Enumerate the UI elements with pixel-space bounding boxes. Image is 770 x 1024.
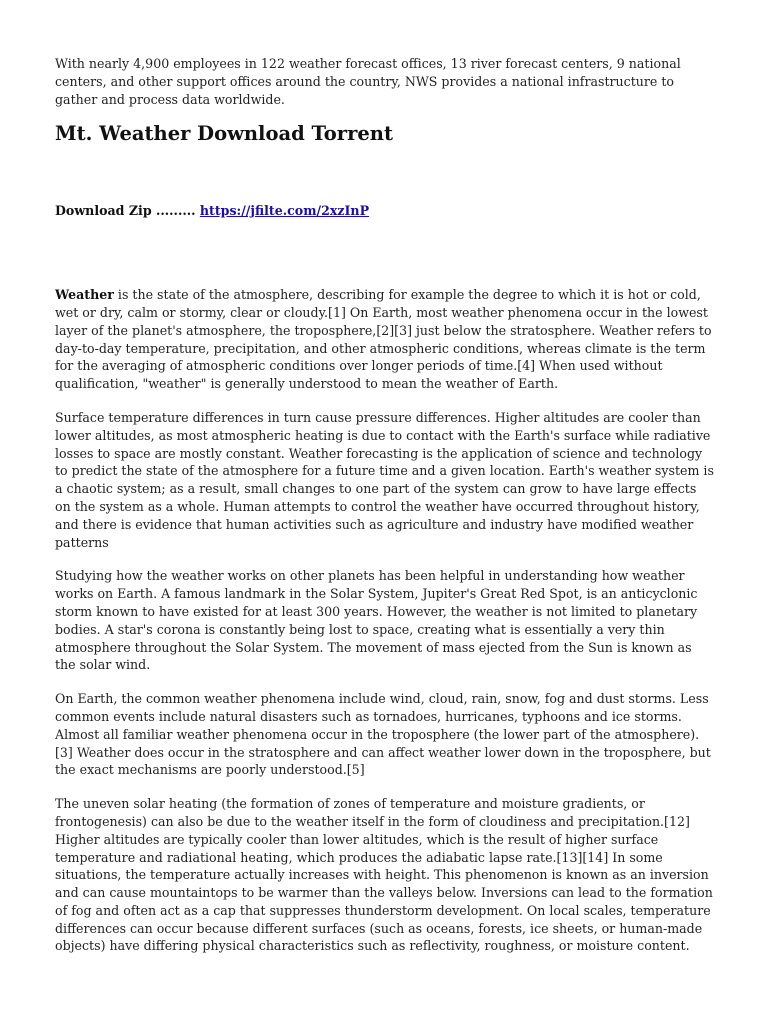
paragraph-3: Studying how the weather works on other planets has been helpful in understanding how weather works on Earth. A famous landmark in the Solar System, Jupiter's Great Red Spot, is an anticyclonic storm known to have existed for at least 300 years. However, the weather is not limited to planetary bodies. A star's corona is constantly being lost to space, creating what is essentially a very thin atmosphere throughout the Solar System. The movement of mass ejected from the Sun is known as the solar wind. <box>55 568 698 673</box>
paragraph-4: On Earth, the common weather phenomena include wind, cloud, rain, snow, fog and dust storms. Less common events include natural disasters such as tornadoes, hurricanes, typhoons and ice storms. Almost all familiar weather phenomena occur in the troposphere (the lower part of the atmosphere).[3] Weather does occur in the stratosphere and can affect weather lower down in the troposphere, but the exact mechanisms are poorly understood.[5] <box>55 691 711 778</box>
download-line <box>55 202 715 220</box>
article-body <box>55 286 715 955</box>
document-page <box>55 55 715 971</box>
paragraph-2: Surface temperature differences in turn cause pressure differences. Higher altitudes are cooler than lower altitudes, as most atmospheric heating is due to contact with the Earth's surface while radiative losses to space are mostly constant. Weather forecasting is the application of science and technology to predict the state of the atmosphere for a future time and a given location. Earth's weather system is a chaotic system; as a result, small changes to one part of the system can grow to have large effects on the system as a whole. Human attempts to control the weather have occurred throughout history, and there is evidence that human activities such as agriculture and industry have modified weather patterns <box>55 409 714 550</box>
paragraph-1 <box>55 286 715 393</box>
paragraph-1-lead: Weather <box>55 287 114 303</box>
paragraph-5: The uneven solar heating (the formation of zones of temperature and moisture gradients, or frontogenesis) can also be due to the weather itself in the form of cloudiness and precipitation.[12] Higher altitudes are typically cooler than lower altitudes, which is the result of higher surface temperature and radiational heating, which produces the adiabatic lapse rate.[13][14] In some situations, the temperature actually increases with height. This phenomenon is known as an inversion and can cause mountaintops to be warmer than the valleys below. Inversions can lead to the formation of fog and often act as a cap that suppresses thunderstorm development. On local scales, temperature differences can occur because different surfaces (such as oceans, forests, ice sheets, or human-made objects) have differing physical characteristics such as reflectivity, roughness, or moisture content. <box>55 796 713 954</box>
download-label: Download Zip ......... <box>55 203 200 219</box>
paragraph-1-text: is the state of the atmosphere, describing for example the degree to which it is hot or cold, wet or dry, calm or stormy, clear or cloudy.[1] On Earth, most weather phenomena occur in the lowest layer of the planet's atmosphere, the troposphere,[2][3] just below the stratosphere. Weather refers to day-to-day temperature, precipitation, and other atmospheric conditions, whereas climate is the term for the averaging of atmospheric conditions over longer periods of time.[4] When used without qualification, "weather" is generally understood to mean the weather of Earth. <box>55 287 712 392</box>
intro-paragraph: With nearly 4,900 employees in 122 weather forecast offices, 13 river forecast centers, 9 national centers, and other support offices around the country, NWS provides a national infrastructure to gather and process data worldwide. <box>55 56 681 107</box>
download-link[interactable]: https://jfilte.com/2xzInP <box>199 203 370 219</box>
page-title: Mt. Weather Download Torrent <box>55 122 393 146</box>
